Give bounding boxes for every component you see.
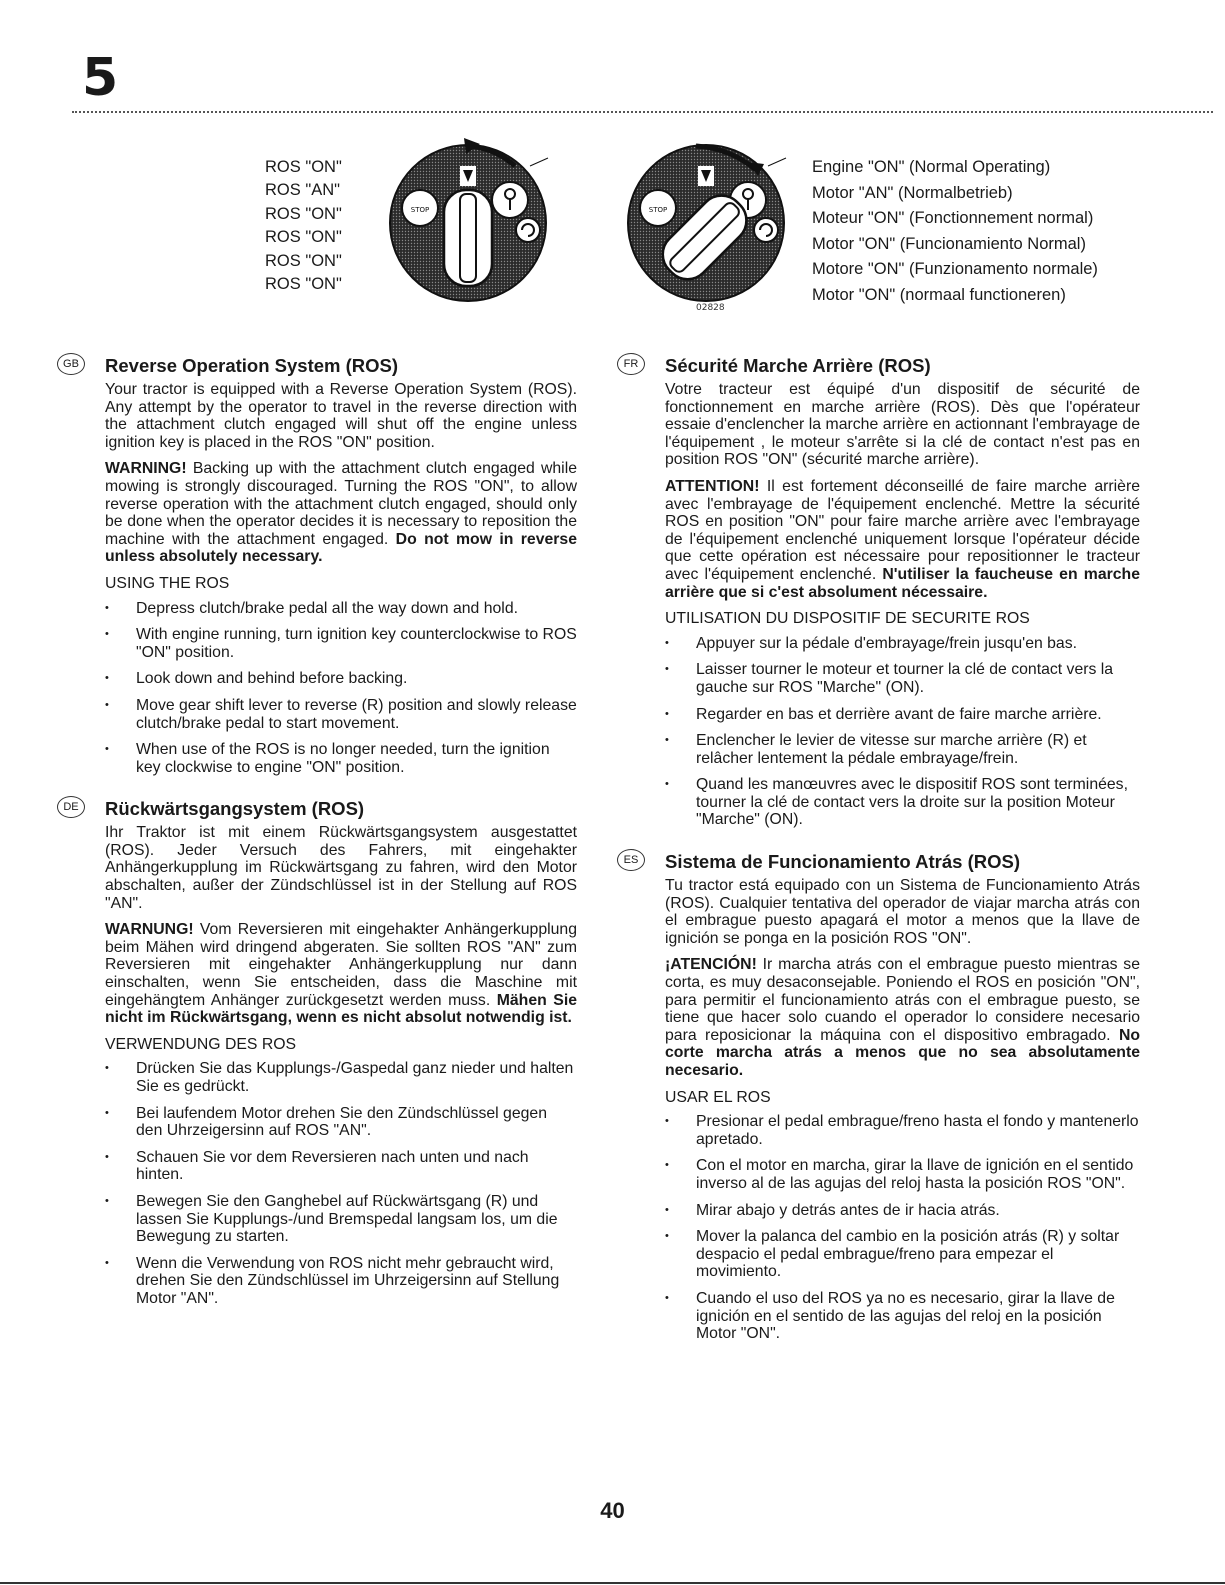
section-gb [63,355,577,776]
lamp-icon [460,166,476,186]
section-title: FR Sécurité Marche Arrière (ROS) [665,355,1140,377]
list-item: • Depress clutch/brake pedal all the way down and hold. [105,600,577,618]
warning-paragraph: WARNUNG! Vom Reversieren mit eingehakter Anhängerkupplung beim Mähen wird dringend abgeraten. Sie sollten ROS "AN" zum Reversieren mit eingehakter Anhängerkupplung nur dann einschalten, wenn Sie entscheiden, dass die Maschine mit eingehängtem Anhänger zurückgesetzt werden muss. Mähen Sie nicht im Rückwärtsgang, wenn es nicht absolut notwendig ist. [105,921,577,1027]
section-intro: Your tractor is equipped with a Reverse Operation System (ROS). Any attempt by the operator to travel in the reverse direction with the attachment clutch engaged will shut off the engine unless ignition key is placed in the ROS "ON" position. [105,381,577,451]
list-item: • Wenn die Verwendung von ROS nicht mehr gebraucht wird, drehen Sie den Zündschlüssel im Uhrzeigersinn auf Stellung Motor "AN". [105,1255,577,1308]
ros-key-icon [516,218,540,242]
list-item: • Cuando el uso del ROS ya no es necesario, girar la llave de ignición en el sentido de las agujas del reloj en la posición Motor "ON". [665,1290,1140,1343]
stop-icon [402,190,438,226]
warning-paragraph: WARNING! Backing up with the attachment clutch engaged while mowing is strongly discouraged. Turning the ROS "ON", to allow reverse operation with the attachment clutch engaged, should only be done when the operator decides it is necessary to reposition the machine with the attachment engaged. Do not mow in reverse unless absolutely necessary. [105,460,577,566]
footer-divider [0,1582,1225,1584]
subheading: USAR EL ROS [665,1088,771,1106]
ros-label: ROS "ON" [265,228,342,247]
ros-label-list [265,156,342,296]
right-column [623,355,1140,1352]
list-item: • Con el motor en marcha, girar la llave de ignición en el sentido inverso al de las agujas del reloj hasta la posición ROS "ON". [665,1157,1140,1192]
list-item: • Mirar abajo y detrás antes de ir hacia atrás. [665,1202,1140,1220]
header-divider [72,111,1213,113]
ros-label: ROS "ON" [265,158,342,176]
language-badge: DE [57,796,85,818]
section-intro: Votre tracteur est équipé d'un dispositif de sécurité de fonctionnement en marche arrière (ROS). Dès que l'opérateur essaie d'enclencher la marche arrière en actionnant l'embrayage de l'équipement , le moteur s'arrête si la clé de contact n'est pas en position ROS "ON" (sécurité marche arrière). [665,381,1140,469]
engine-label: Engine "ON" (Normal Operating) [812,158,1051,176]
instruction-list [105,600,577,777]
list-item: • Mover la palanca del cambio en la posición atrás (R) y soltar despacio el pedal embrague/freno para empezar el movimiento. [665,1228,1140,1281]
stop-icon [640,190,676,226]
section-fr [623,355,1140,829]
list-item: • Regarder en bas et derrière avant de faire marche arrière. [665,706,1140,724]
language-badge: GB [57,353,85,375]
engine-label: Motor "AN" (Normalbetrieb) [812,183,1013,202]
list-item: • Look down and behind before backing. [105,670,577,688]
ignition-switch-ros-diagram [380,128,570,303]
section-title: ES Sistema de Funcionamiento Atrás (ROS) [665,851,1140,873]
list-item: • Move gear shift lever to reverse (R) position and slowly release clutch/brake pedal to start movement. [105,697,577,732]
list-item: • Quand les manœuvres avec le dispositif ROS sont terminées, tourner la clé de contact vers la droite sur la position Moteur "Marche" (ON). [665,776,1140,829]
ignition-switch-on-diagram [618,128,808,313]
lamp-icon [698,166,714,186]
list-item: • Laisser tourner le moteur et tourner la clé de contact vers la gauche sur ROS "Marche" (ON). [665,661,1140,696]
instruction-list [665,635,1140,829]
engine-label-list [812,155,1098,308]
page-number: 40 [600,1498,625,1523]
svg-text:STOP: STOP [648,206,668,214]
diagram-code: 02828 [696,303,725,313]
section-de [63,798,577,1307]
key-icon [492,182,528,218]
subheading: USING THE ROS [105,574,230,592]
list-item: • Bewegen Sie den Ganghebel auf Rückwärtsgang (R) und lassen Sie Kupplungs-/und Bremspedal langsam los, um die Bewegung zu starten. [105,1193,577,1246]
list-item: • Appuyer sur la pédale d'embrayage/frein jusqu'en bas. [665,635,1140,653]
svg-text:STOP: STOP [410,206,430,214]
key-slot [444,190,492,286]
instruction-list [105,1060,577,1307]
section-title: GB Reverse Operation System (ROS) [105,355,577,377]
list-item: • Schauen Sie vor dem Reversieren nach unten und nach hinten. [105,1149,577,1184]
list-item: • With engine running, turn ignition key counterclockwise to ROS "ON" position. [105,626,577,661]
subheading: UTILISATION DU DISPOSITIF DE SECURITE ROS [665,610,1030,628]
instruction-list [665,1113,1140,1343]
ros-label: ROS "ON" [265,204,342,223]
list-item: • Drücken Sie das Kupplungs-/Gaspedal ganz nieder und halten Sie es gedrückt. [105,1060,577,1095]
list-item: • Presionar el pedal embrague/freno hasta el fondo y mantenerlo apretado. [665,1113,1140,1148]
list-item: • When use of the ROS is no longer needed, turn the ignition key clockwise to engine "ON" position. [105,741,577,776]
chapter-number: 5 [82,48,118,108]
section-intro: Tu tractor está equipado con un Sistema de Funcionamiento Atrás (ROS). Cualquier tentativa del operador de viajar marcha atrás con el embrague puesto apagará el motor a menos que la llave de ignición se ponga en la posición ROS "ON". [665,877,1140,947]
left-column [63,355,577,1317]
engine-label: Motor "ON" (Funcionamiento Normal) [812,234,1086,253]
subheading: VERWENDUNG DES ROS [105,1035,297,1053]
ros-label: ROS "ON" [265,251,342,270]
list-item: • Bei laufendem Motor drehen Sie den Zündschlüssel gegen den Uhrzeigersinn auf ROS "AN". [105,1105,577,1140]
engine-label: Moteur "ON" (Fonctionnement normal) [812,209,1094,227]
warning-paragraph: ATTENTION! Il est fortement déconseillé de faire marche arrière avec l'embrayage de l'équipement enclenché. Mettre la sécurité ROS en position "ON" pour faire marche arrière avec l'embrayage de l'équipement enclenché uniquement lorsque l'opérateur décide que cette opération est nécessaire pour repositionner le tracteur avec l'équipement enclenché. N'utiliser la faucheuse en marche arrière que si c'est absolument nécessaire. [665,477,1140,601]
language-badge: ES [617,849,645,871]
section-es [623,851,1140,1343]
ros-label: ROS "ON" [265,275,342,294]
warning-paragraph: ¡ATENCIÓN! Ir marcha atrás con el embrague puesto mientras se corta, es muy desaconsejable. Poniendo el ROS en posición "ON", para permitir el funcionamiento atrás con el embrague puesto, se tiene que hacer solo cuando el operador lo considere necesario para reposicionar la máquina con el dispositivo embragado. No corte marcha atrás a menos que no sea absolutamente necesario. [665,956,1140,1079]
section-title: DE Rückwärtsgangsystem (ROS) [105,798,577,820]
ros-key-icon [754,218,778,242]
engine-label: Motore "ON" (Funzionamento normale) [812,260,1098,278]
ros-label: ROS "AN" [265,181,340,200]
engine-label: Motor "ON" (normaal functioneren) [812,285,1066,304]
language-badge: FR [617,353,645,375]
list-item: • Enclencher le levier de vitesse sur marche arrière (R) et relâcher lentement la pédale embrayage/frein. [665,732,1140,767]
section-intro: Ihr Traktor ist mit einem Rückwärtsgangsystem ausgestattet (ROS). Jeder Versuch des Fahrers, mit eingehakter Anhängerkupplung im Rückwärtsgang zu fahren, wird den Motor abschalten, außer der Zündschlüssel ist in der Stellung auf ROS "AN". [105,824,577,912]
